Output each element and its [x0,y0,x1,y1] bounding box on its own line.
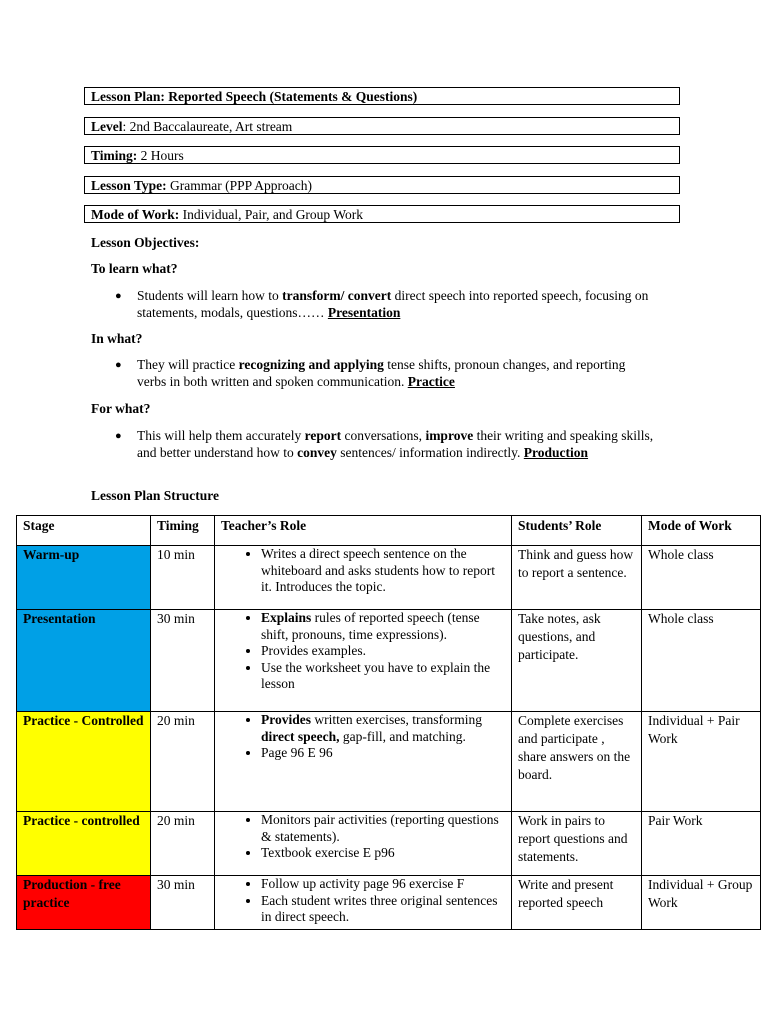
mode-cell: Individual + Group Work [642,876,761,930]
lesson-type-value: Grammar (PPP Approach) [166,178,313,193]
table-row [17,546,761,610]
table-row [17,876,761,930]
timing-cell: 30 min [151,610,215,712]
lesson-plan-table [16,515,761,930]
production-tag: Production [523,444,589,460]
stage-cell: Practice - controlled [17,812,151,876]
list-item: • Follow up activity page 96 exercise F [261,876,505,893]
table-row [17,610,761,712]
timing-cell: 10 min [151,546,215,610]
bullet-icon: ● [115,359,122,371]
table-header-row [17,516,761,546]
teacher-role-cell [215,876,512,930]
timing-cell: 20 min [151,812,215,876]
to-learn-what-heading: To learn what? [91,261,178,276]
students-role-cell: Think and guess how to report a sentence. [512,546,642,610]
stage-cell: Presentation [17,610,151,712]
table-row [17,812,761,876]
plan-title-box [84,87,680,105]
timing-label: Timing: [91,148,138,163]
level-label: Level [91,119,123,134]
in-what-heading: In what? [91,331,143,346]
mode-cell: Individual + Pair Work [642,712,761,812]
plan-title: Lesson Plan: Reported Speech (Statements & Questions) [91,89,418,104]
column-header: Mode of Work [642,516,761,546]
for-what-text: This will help them accurately report conversations, improve their writing and speaking skills, and better understand how to convey sentences/ information indirectly. Production [137,428,654,460]
structure-title: Lesson Plan Structure [91,488,220,503]
column-header: Teacher’s Role [215,516,512,546]
timing-box [84,146,680,164]
column-header: Stage [17,516,151,546]
students-role-cell: Complete exercises and participate , share answers on the board. [512,712,642,812]
for-what-bullet [115,428,655,461]
for-what-heading: For what? [91,401,151,416]
bullet-icon: ● [115,430,122,442]
learn-what-bullet [115,288,655,321]
column-header: Students’ Role [512,516,642,546]
list-item: • Provides written exercises, transforming direct speech, gap-fill, and matching. [261,712,505,745]
table-row [17,712,761,812]
presentation-tag: Presentation [327,304,401,320]
stage-cell: Warm-up [17,546,151,610]
timing-cell: 20 min [151,712,215,812]
teacher-role-cell [215,546,512,610]
list-item: • Explains rules of reported speech (tense shift, pronouns, time expressions). [261,610,505,643]
in-what-bullet [115,357,655,390]
students-role-cell: Write and present reported speech [512,876,642,930]
bullet-icon: ● [115,290,122,302]
list-item: • Each student writes three original sentences in direct speech. [261,893,505,926]
students-role-cell: Take notes, ask questions, and participate. [512,610,642,712]
teacher-role-cell [215,610,512,712]
teacher-role-cell [215,812,512,876]
learn-what-text: Students will learn how to transform/ convert direct speech into reported speech, focusing on statements, modals, questions…… Presentation [137,288,649,320]
list-item: • Writes a direct speech sentence on the whiteboard and asks students how to report it. Introduces the topic. [261,546,505,596]
practice-tag: Practice [407,373,455,389]
list-item: • Textbook exercise E p96 [261,845,505,862]
in-what-text: They will practice recognizing and applying tense shifts, pronoun changes, and reporting verbs in both written and spoken communication. Practice [137,357,626,389]
mode-of-work-box [84,205,680,223]
mode-of-work-label: Mode of Work: [91,207,180,222]
level-value: : 2nd Baccalaureate, Art stream [122,119,293,134]
lesson-type-label: Lesson Type: [91,178,167,193]
mode-cell: Whole class [642,610,761,712]
mode-of-work-value: Individual, Pair, and Group Work [179,207,363,222]
mode-cell: Whole class [642,546,761,610]
list-item: • Provides examples. [261,643,505,660]
stage-cell: Production - free practice [17,876,151,930]
lesson-type-box [84,176,680,194]
mode-cell: Pair Work [642,812,761,876]
list-item: • Monitors pair activities (reporting questions & statements). [261,812,505,845]
list-item: • Page 96 E 96 [261,745,505,762]
students-role-cell: Work in pairs to report questions and statements. [512,812,642,876]
teacher-role-cell [215,712,512,812]
column-header: Timing [151,516,215,546]
level-box [84,117,680,135]
stage-cell: Practice - Controlled [17,712,151,812]
timing-cell: 30 min [151,876,215,930]
list-item: • Use the worksheet you have to explain the lesson [261,660,505,693]
timing-value: 2 Hours [137,148,184,163]
objectives-title: Lesson Objectives: [91,235,200,250]
